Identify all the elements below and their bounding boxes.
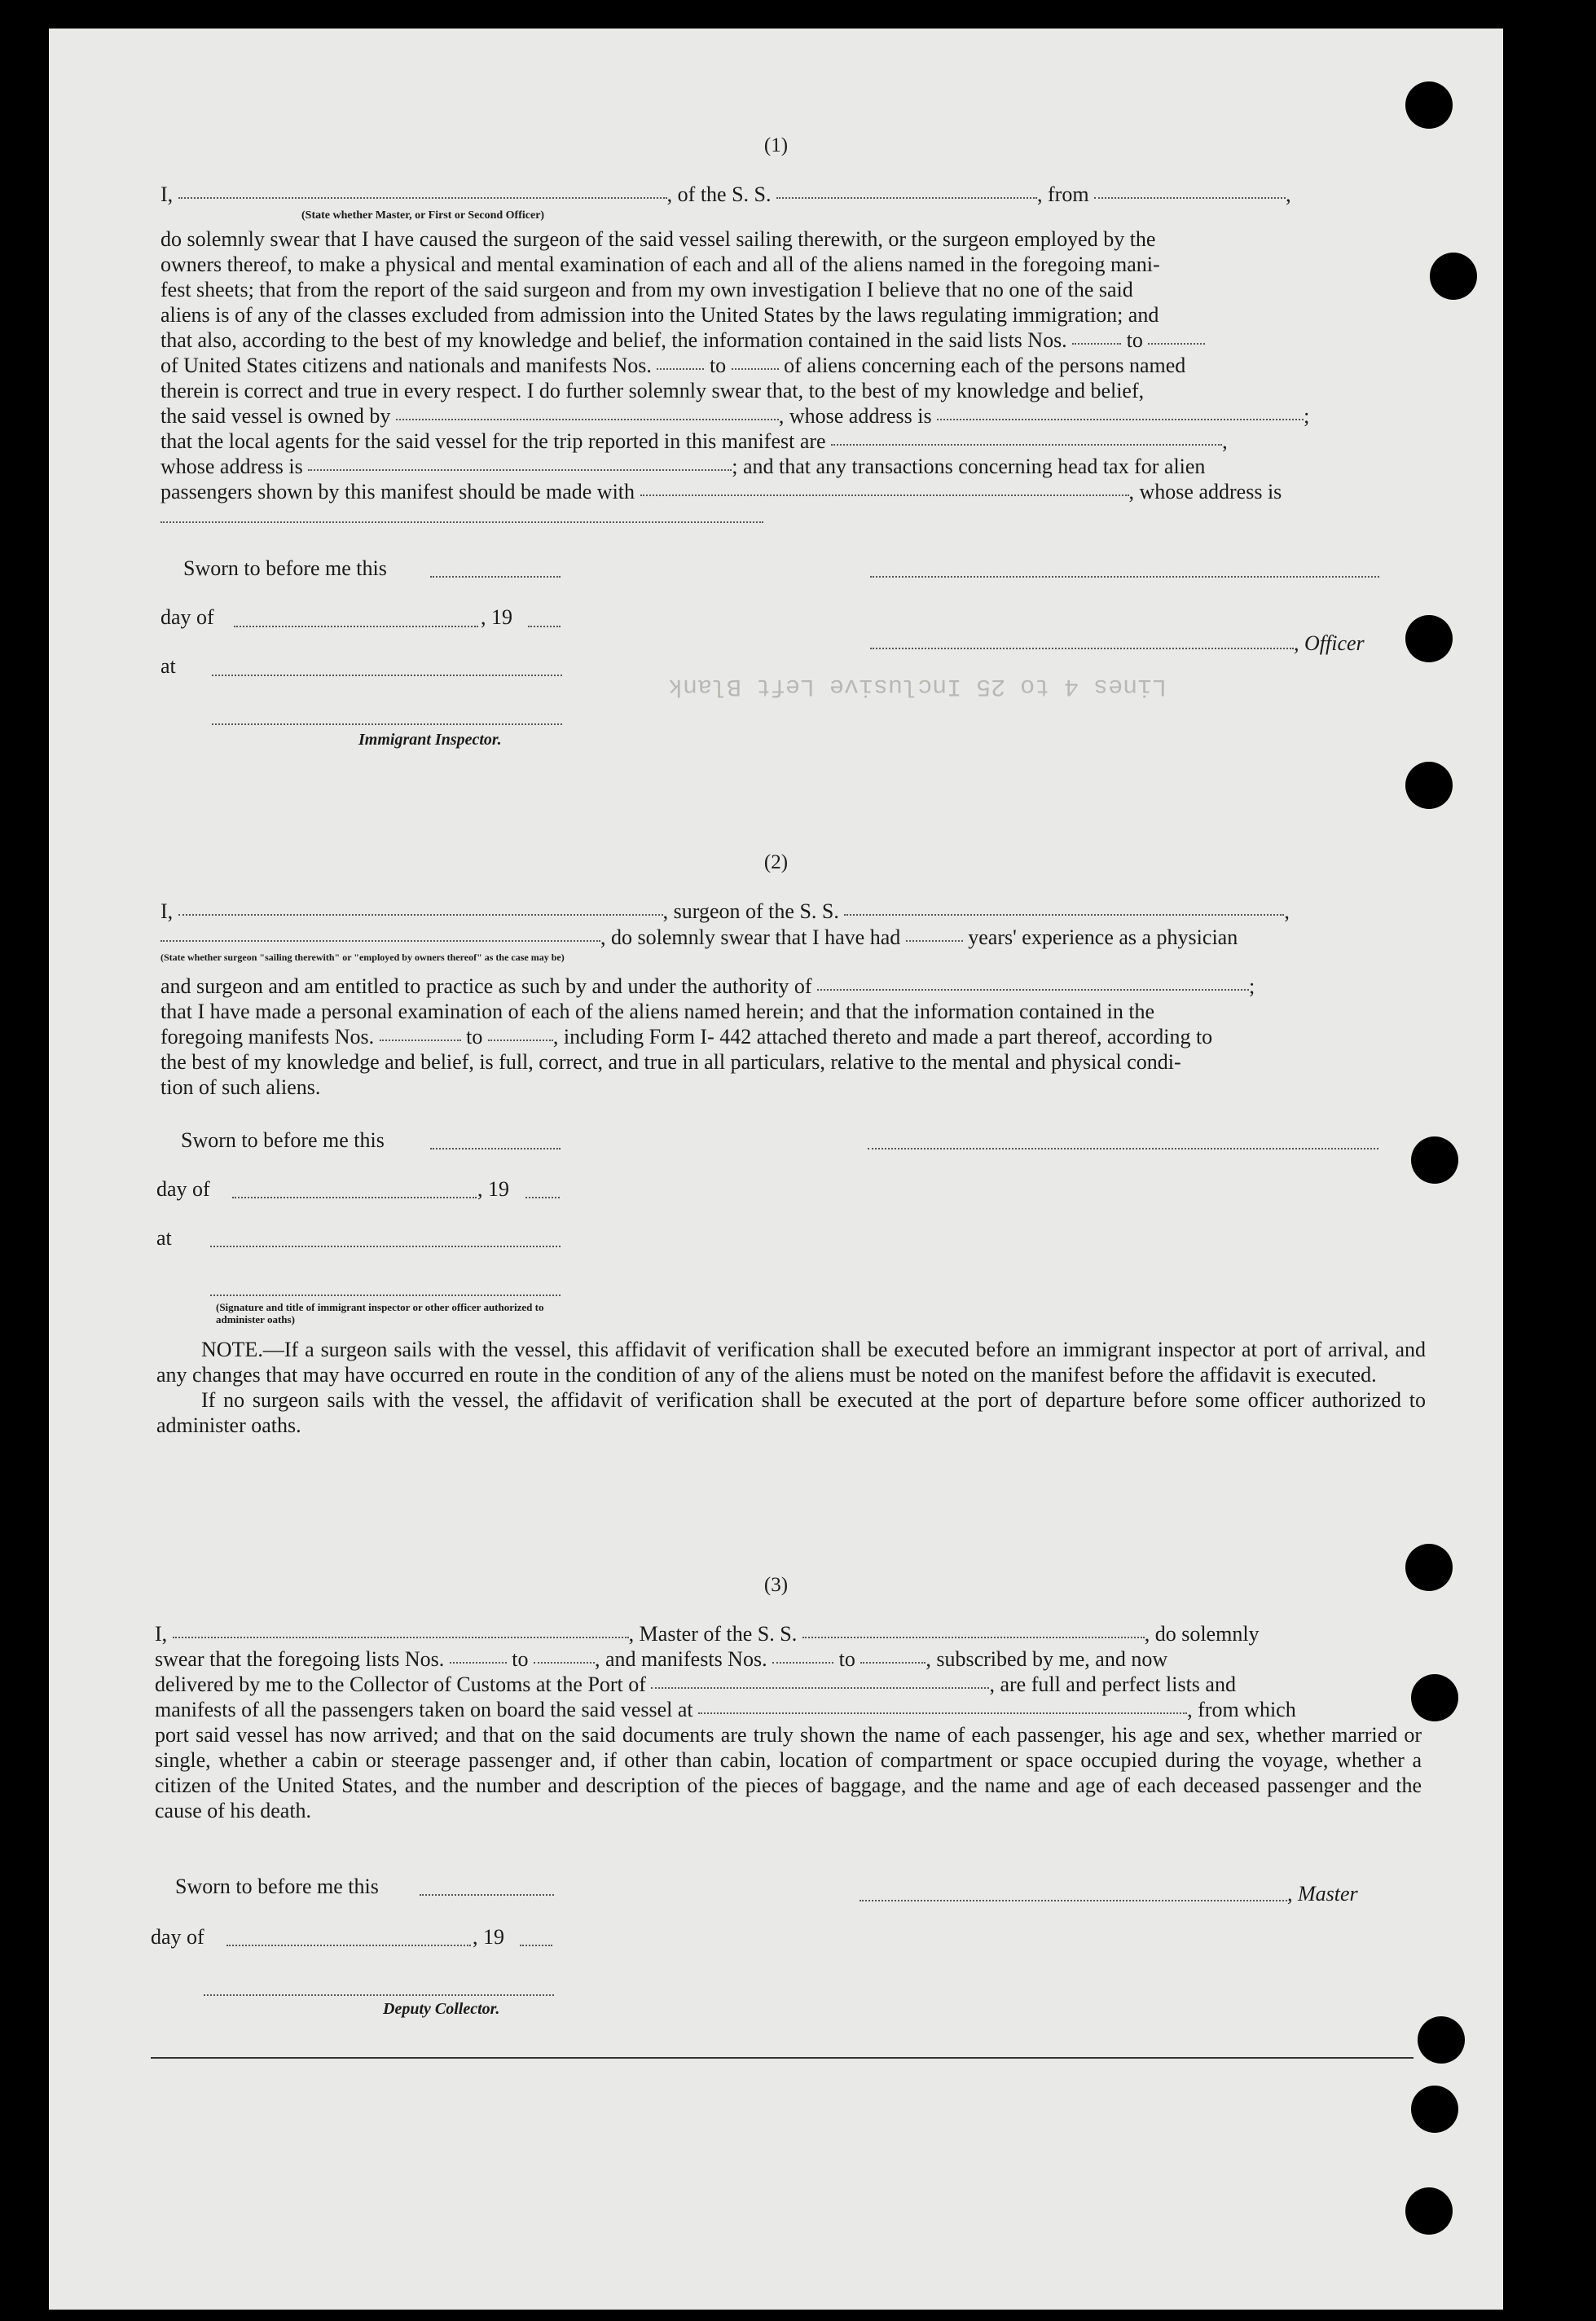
section-2-note: NOTE.—If a surgeon sails with the vessel, this affidavit of verification shall be executed before an immigrant inspector at port of arrival, and any changes that may have occurred en route in the condition of any of the aliens must be noted on the manifest before the affidavit is executed. If no surgeon sails with the vessel, the affidavit of verification shall be executed at the port of departure before some officer authorized to administer oaths. <box>156 1338 1426 1437</box>
lists-from-field[interactable] <box>1072 343 1121 345</box>
at-field-2[interactable] <box>210 1246 561 1247</box>
section-3-number: (3) <box>763 1574 789 1596</box>
officer-signature-field[interactable] <box>870 576 1379 578</box>
manifests-from-field[interactable] <box>657 368 704 370</box>
section-2-line-2: , do solemnly swear that I have had years' experience as a physician <box>160 925 1427 950</box>
from-port-field[interactable] <box>1094 197 1286 199</box>
section-2-number: (2) <box>763 851 789 873</box>
sworn-day-field-3[interactable] <box>420 1894 554 1896</box>
master-label: , Master <box>1287 1882 1358 1906</box>
day-of-field-3[interactable] <box>226 1945 471 1946</box>
section-2-header-line: I, , surgeon of the S. S. , <box>160 899 1290 923</box>
collector-caption: Deputy Collector. <box>383 2000 500 2018</box>
officer-label: , Officer <box>1294 631 1365 655</box>
document-page: (1) I, , of the S. S. , from , (State whether Master, or First or Second Officer) do solemnly swear that I have caused the surgeon of the said vessel sailing therewith, or the surgeon employed by the owners thereof, to make a physical and mental examination of each and all of the aliens named in the foregoing mani- fest sheets; that from the report of the said surgeon and from my own investigation I believe that no one of the said aliens is of any of the classes excluded from admission into the United States by the laws regulating immigration; and that also, according to the best of my knowledge and belief, the information contained in the said lists Nos. to of United States citizens and nationals and manifests Nos. to of aliens concerning each of the persons named therein is correct and true in every respect. I do further solemnly swear that, to the best of my knowledge and belief, the said vessel is owned by , whose address is ; that the local agents for the said vessel for the trip reported in this manifest are , whose address is ; and that any transactions concerning head tax for alien passengers shown by this manifest should be made with , whose address is Sworn to before me this day of , 19 , Officer at Lines 4 to 25 Inclusive Left Blank Immigrant Inspector. (2) I, , surgeon of the S. S. , , do solemnly swear that I have had years' experience as a physician (State whether surgeon "sailing therewith" or "employed by owners thereof" as the case may be) and surgeon and am entitled to practice as such by and under the authority of ; that I have made a personal examination of each of the aliens named herein; and that the information contained in the foregoing manifests Nos. to , including Form I- 442 attached thereto and made a part thereof, according to the best of my knowledge and belief, is full, correct, and true in all particulars, relative to the mental and physical condi- tion of such aliens. Sworn to before me this day of , 19 at (Signature and title of immigrant inspector or other officer authorized to administer oaths) NOTE.—If a surgeon sails with the vessel, this affidavit of verification shall be executed before an immigrant inspector at port of arrival, and any changes that may have occurred en route in the condition of any of the aliens must be noted on the manifest before the affidavit is executed. If no surgeon sails with the vessel, the affidavit of verification shall be executed at the port of departure before some officer authorized to administer oaths. (3) I, , Master of the S. S. , do solemnly swear that the foregoing lists Nos. to , and manifests Nos. to , subscribed by me, and now delivered by me to the Collector of Customs at the Port of , are full and perfect lists and manifests of all the passengers taken on board the said vessel at , from which port said vessel has now arrived; and that on the said documents are truly shown the name of each passenger, his age and sex, whether married or single, whether a cabin or steerage passenger and, if other than cabin, location of compartment or space occupied during the voyage, whether a citizen of the United States, and the number and description of the pieces of baggage, and the name and age of each deceased passenger and the cause of his death. Sworn to before me this , Master day of , 19 Deputy Collector. <box>49 29 1503 2310</box>
section-3-body: I, , Master of the S. S. , do solemnly swear that the foregoing lists Nos. to , and manifests Nos. to , subscribed by me, and now delivered by me to the Collector of Customs at the Port of , are full and perfect lists and manifests of all the passengers taken on board the said vessel at , from which port said vessel has now arrived; and that on the said documents are truly shown the name of each passenger, his age and sex, whether married or single, whether a cabin or steerage passenger and, if other than cabin, location of compartment or space occupied during the voyage, whether a citizen of the United States, and the number and description of the pieces of baggage, and the name and age of each deceased passenger and the cause of his death. <box>155 1622 1422 1822</box>
agents-address-field[interactable] <box>308 469 732 471</box>
year-field-1[interactable] <box>528 626 561 627</box>
sworn-label-1: Sworn to before me this <box>183 556 387 580</box>
punch-hole <box>1405 81 1453 129</box>
officer-note: (State whether Master, or First or Second Officer) <box>301 209 545 222</box>
inspector-signature-field[interactable] <box>212 723 562 725</box>
punch-hole <box>1405 615 1453 662</box>
year-field-2[interactable] <box>525 1197 560 1198</box>
section-1-header-line: I, , of the S. S. , from , <box>160 182 1291 206</box>
year-field-3[interactable] <box>520 1945 552 1946</box>
master-vessel-field[interactable] <box>802 1637 1145 1638</box>
section-2-body: and surgeon and am entitled to practice as such by and under the authority of ; that I have made a personal examination of each of the aliens named herein; and that the information contained in the foregoing manifests Nos. to , including Form I- 442 attached thereto and made a part thereof, according to the best of my knowledge and belief, is full, correct, and true in all particulars, relative to the mental and physical condi- tion of such aliens. <box>160 974 1255 1099</box>
surgeon-vessel-field[interactable] <box>844 914 1284 916</box>
inspector-caption: Immigrant Inspector. <box>358 731 502 749</box>
day-of-field-1[interactable] <box>234 626 478 627</box>
sworn-day-field-2[interactable] <box>430 1148 561 1150</box>
head-tax-address-field[interactable] <box>160 521 763 523</box>
head-tax-field[interactable] <box>640 495 1129 496</box>
master-name-field[interactable] <box>173 1637 629 1638</box>
blank-lines-stamp: Lines 4 to 25 Inclusive Left Blank <box>668 672 1167 700</box>
inspector-signature-field-2[interactable] <box>210 1295 561 1296</box>
surgeon-manifests-from-field[interactable] <box>380 1040 461 1041</box>
years-field[interactable] <box>906 940 963 942</box>
day-of-label-2: day of <box>156 1177 210 1201</box>
signature-note: (Signature and title of immigrant inspector or other officer authorized to administer oaths) <box>216 1301 544 1325</box>
surgeon-name-field[interactable] <box>178 914 663 916</box>
at-label-2: at <box>156 1226 172 1250</box>
owner-address-field[interactable] <box>937 419 1304 420</box>
lists-to-field[interactable] <box>1148 343 1205 345</box>
surgeon-manifests-to-field[interactable] <box>488 1040 553 1041</box>
surgeon-note: (State whether surgeon "sailing therewith" or "employed by owners thereof" as the case may be) <box>160 952 565 963</box>
authority-field[interactable] <box>817 989 1249 991</box>
day-of-field-2[interactable] <box>232 1197 477 1198</box>
master-lists-to-field[interactable] <box>534 1662 595 1664</box>
at-field-1[interactable] <box>212 675 562 676</box>
master-manifests-to-field[interactable] <box>860 1662 926 1664</box>
master-manifests-from-field[interactable] <box>772 1662 833 1664</box>
collector-signature-field[interactable] <box>204 1994 554 1996</box>
punch-hole <box>1411 1136 1458 1184</box>
port-field[interactable] <box>651 1687 989 1689</box>
manifests-to-field[interactable] <box>732 368 779 370</box>
agents-field[interactable] <box>831 444 1222 446</box>
at-label-1: at <box>160 654 176 678</box>
day-of-label-1: day of <box>160 605 214 629</box>
sworn-label-2: Sworn to before me this <box>181 1128 385 1152</box>
officer-name-field[interactable] <box>178 197 667 199</box>
departure-port-field[interactable] <box>698 1712 1187 1714</box>
master-lists-from-field[interactable] <box>450 1662 507 1664</box>
punch-hole <box>1411 2086 1458 2133</box>
section-1-number: (1) <box>763 134 789 156</box>
owner-field[interactable] <box>396 419 779 420</box>
surgeon-signature-field[interactable] <box>868 1148 1378 1150</box>
surgeon-status-field[interactable] <box>160 940 600 942</box>
punch-hole <box>1405 2187 1453 2235</box>
punch-hole <box>1405 762 1453 809</box>
punch-hole <box>1430 253 1477 300</box>
bottom-rule <box>151 2057 1414 2059</box>
sworn-day-field-1[interactable] <box>430 576 561 578</box>
section-1-body: do solemnly swear that I have caused the surgeon of the said vessel sailing therewith, or the surgeon employed by the owners thereof, to make a physical and mental examination of each and all of the aliens named in the foregoing mani- fest sheets; that from the report of the said surgeon and from my own investigation I believe that no one of the said aliens is of any of the classes excluded from admission into the United States by the laws regulating immigration; and that also, according to the best of my knowledge and belief, the information contained in the said lists Nos. to of United States citizens and nationals and manifests Nos. to of aliens concerning each of the persons named therein is correct and true in every respect. I do further solemnly swear that, to the best of my knowledge and belief, the said vessel is owned by , whose address is ; that the local agents for the said vessel for the trip reported in this manifest are , whose address is ; and that any transactions concerning head tax for alien passengers shown by this manifest should be made with , whose address is <box>160 227 1310 503</box>
officer-field[interactable] <box>870 648 1294 649</box>
day-of-label-3: day of <box>151 1925 204 1949</box>
sworn-label-3: Sworn to before me this <box>175 1875 379 1898</box>
master-signature-field[interactable] <box>860 1900 1287 1901</box>
punch-hole <box>1418 2016 1465 2064</box>
vessel-name-field[interactable] <box>776 197 1037 199</box>
